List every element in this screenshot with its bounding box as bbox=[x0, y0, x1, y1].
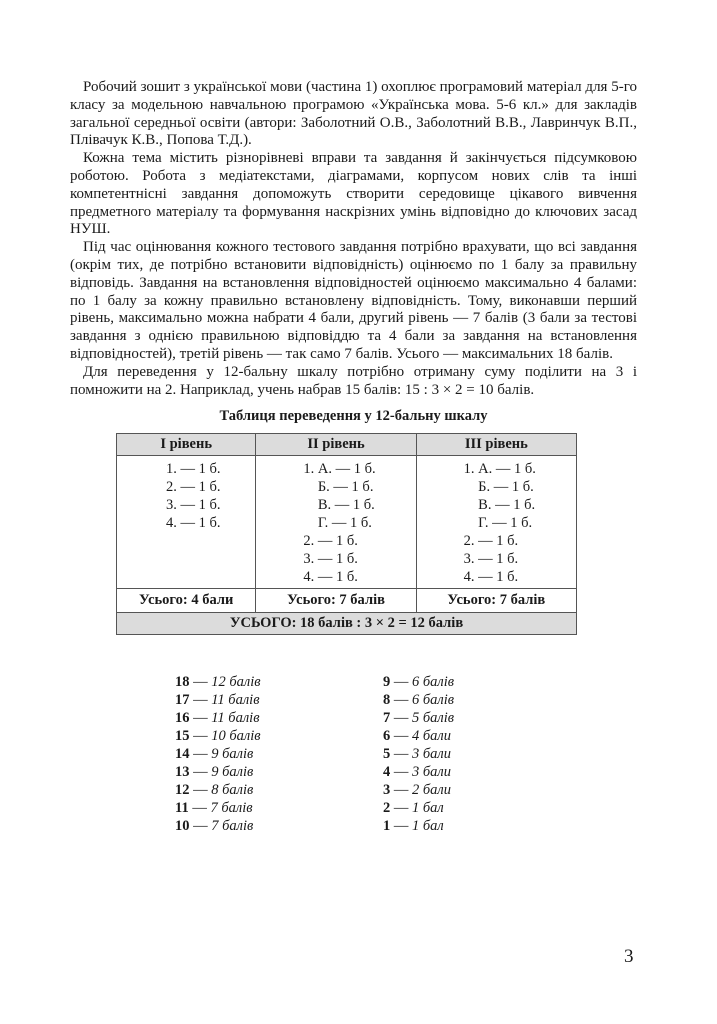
column-header-level-1: I рівень bbox=[117, 434, 256, 456]
grade-result: 11 балів bbox=[211, 692, 260, 708]
grade-dash: — bbox=[393, 692, 409, 708]
grade-points: 2 bbox=[383, 800, 391, 816]
grade-points: 18 bbox=[175, 674, 190, 690]
grade-row bbox=[383, 763, 454, 781]
list-item: В. — 1 б. bbox=[463, 497, 536, 514]
grade-points: 10 bbox=[175, 818, 190, 834]
grade-dash: — bbox=[393, 746, 409, 762]
grand-total: УСЬОГО: 18 балів : 3 × 2 = 12 балів bbox=[117, 613, 577, 635]
grade-result: 7 балів bbox=[210, 800, 253, 816]
grade-row bbox=[175, 817, 261, 835]
grade-result: 6 балів bbox=[412, 692, 455, 708]
list-item: Б. — 1 б. bbox=[463, 479, 534, 496]
list-item: Г. — 1 б. bbox=[463, 515, 533, 532]
grade-points: 14 bbox=[175, 746, 190, 762]
intro-paragraph: Під час оцінювання кожного тестового завдання потрібно врахувати, що всі завдання (окрім тих, де потрібно встановити відповідність) оцінюємо по 1 балу за правильну відповідь. Завдання на встановлення відповідностей оцінюємо максимально 4 балами: по 1 балу за кожну правильно встановлену відповідність. Тому, виконавши перший рівень, максимально можна набрати 4 бали, другий рівень — 7 балів (3 бали за тестові завдання з однією правильною відповіддю та 4 бали за завдання на встановлення відповідностей), третій рівень — так само 7 балів. Усього — максимальних 18 балів. bbox=[70, 239, 637, 362]
grade-dash: — bbox=[193, 782, 208, 798]
grade-list-right bbox=[383, 673, 454, 835]
grade-row bbox=[175, 745, 261, 763]
grade-points: 8 bbox=[383, 692, 391, 708]
level-3-items bbox=[417, 460, 576, 586]
grade-row bbox=[383, 709, 454, 727]
column-header-level-3: III рівень bbox=[416, 434, 576, 456]
list-item: В. — 1 б. bbox=[303, 497, 375, 514]
intro-paragraph: Кожна тема містить різнорівневі вправи та завдання й закінчується підсумковою роботою. Робота з медіатекстами, діаграмами, корпусом нових слів та інші компетентнісні завдання допоможуть створити середовище цікавого вивчення предметного матеріалу та формування наскрізних умінь відповідно до ключових засад НУШ. bbox=[70, 150, 637, 238]
grade-dash: — bbox=[393, 818, 409, 834]
level-3-total: Усього: 7 балів bbox=[416, 589, 576, 613]
grade-list-left bbox=[175, 673, 261, 835]
grade-row bbox=[175, 799, 261, 817]
grade-result: 3 бали bbox=[412, 746, 451, 762]
grade-points: 5 bbox=[383, 746, 391, 762]
list-item: Г. — 1 б. bbox=[303, 515, 372, 532]
list-item: 2. — 1 б. bbox=[463, 533, 519, 550]
list-item: 4. — 1 б. bbox=[166, 515, 221, 532]
grade-dash: — bbox=[193, 728, 208, 744]
intro-paragraph: Для переведення у 12-бальну шкалу потрібно отриману суму поділити на 3 і помножити на 2. Наприклад, учень набрав 15 балів: 15 : 3 × 2 = 10 балів. bbox=[70, 363, 637, 398]
grade-dash: — bbox=[193, 818, 208, 834]
grade-dash: — bbox=[192, 800, 207, 816]
table-header-row bbox=[117, 434, 577, 456]
grade-result: 6 балів bbox=[412, 674, 455, 690]
grade-points: 11 bbox=[175, 800, 189, 816]
level-1-total: Усього: 4 бали bbox=[117, 589, 256, 613]
grade-row bbox=[383, 799, 454, 817]
grade-dash: — bbox=[393, 764, 409, 780]
grade-row bbox=[175, 781, 261, 799]
grade-row bbox=[383, 673, 454, 691]
grade-row bbox=[383, 691, 454, 709]
table-body-row bbox=[117, 456, 577, 589]
grade-row bbox=[383, 781, 454, 799]
page-content bbox=[70, 79, 637, 635]
grade-dash: — bbox=[393, 710, 409, 726]
grade-points: 6 bbox=[383, 728, 391, 744]
level-1-items bbox=[117, 460, 255, 532]
grade-row bbox=[175, 691, 261, 709]
conversion-table bbox=[116, 433, 577, 635]
table-caption: Таблиця переведення у 12-бальну шкалу bbox=[219, 408, 488, 425]
grade-result: 9 балів bbox=[211, 746, 254, 762]
grade-points: 16 bbox=[175, 710, 190, 726]
grade-dash: — bbox=[193, 674, 208, 690]
list-item: 1. — 1 б. bbox=[166, 461, 221, 478]
list-item: 4. — 1 б. bbox=[463, 569, 519, 586]
grade-result: 11 балів bbox=[211, 710, 260, 726]
grade-row bbox=[175, 727, 261, 745]
grade-result: 9 балів bbox=[211, 764, 254, 780]
grade-dash: — bbox=[193, 692, 208, 708]
list-item: 3. — 1 б. bbox=[463, 551, 519, 568]
grade-dash: — bbox=[393, 728, 409, 744]
table-totals-row bbox=[117, 589, 577, 613]
grade-points: 9 bbox=[383, 674, 391, 690]
grade-points: 7 bbox=[383, 710, 391, 726]
grade-result: 8 балів bbox=[211, 782, 254, 798]
grade-points: 15 bbox=[175, 728, 190, 744]
grade-result: 4 бали bbox=[412, 728, 451, 744]
page-number: 3 bbox=[624, 946, 634, 967]
list-item: 1. А. — 1 б. bbox=[463, 461, 536, 478]
grade-result: 12 балів bbox=[211, 674, 261, 690]
intro-paragraph: Робочий зошит з української мови (частина 1) охоплює програмовий матеріал для 5-го класу за модельною навчальною програмою «Українська мова. 5-6 кл.» для закладів загальної середньої освіти (автори: Заболотний О.В., Заболотний В.В., Лавринчук В.П., Плівачук К.В., Попова Т.Д.). bbox=[70, 79, 637, 149]
grade-result: 5 балів bbox=[412, 710, 455, 726]
grade-row bbox=[383, 817, 454, 835]
level-2-items bbox=[256, 460, 415, 586]
level-1-cell bbox=[117, 456, 256, 589]
grade-result: 1 бал bbox=[412, 818, 444, 834]
grade-row bbox=[383, 727, 454, 745]
grade-points: 4 bbox=[383, 764, 391, 780]
grade-dash: — bbox=[393, 674, 409, 690]
grade-dash: — bbox=[393, 782, 409, 798]
grade-row bbox=[175, 709, 261, 727]
list-item: 1. А. — 1 б. bbox=[303, 461, 376, 478]
level-2-cell bbox=[256, 456, 416, 589]
grade-result: 7 балів bbox=[211, 818, 254, 834]
grade-row bbox=[175, 763, 261, 781]
list-item: 2. — 1 б. bbox=[303, 533, 358, 550]
grade-result: 2 бали bbox=[412, 782, 451, 798]
list-item: 4. — 1 б. bbox=[303, 569, 358, 586]
grade-points: 13 bbox=[175, 764, 190, 780]
grade-result: 1 бал bbox=[412, 800, 444, 816]
grade-points: 3 bbox=[383, 782, 391, 798]
level-2-total: Усього: 7 балів bbox=[256, 589, 416, 613]
grade-dash: — bbox=[193, 710, 208, 726]
column-header-level-2: II рівень bbox=[256, 434, 416, 456]
grade-row bbox=[175, 673, 261, 691]
list-item: 2. — 1 б. bbox=[166, 479, 221, 496]
grade-points: 17 bbox=[175, 692, 190, 708]
grade-result: 3 бали bbox=[412, 764, 451, 780]
grade-points: 1 bbox=[383, 818, 391, 834]
grade-result: 10 балів bbox=[211, 728, 261, 744]
grade-row bbox=[383, 745, 454, 763]
list-item: 3. — 1 б. bbox=[303, 551, 358, 568]
list-item: Б. — 1 б. bbox=[303, 479, 374, 496]
grade-points: 12 bbox=[175, 782, 190, 798]
level-3-cell bbox=[416, 456, 576, 589]
grade-dash: — bbox=[193, 764, 208, 780]
grade-dash: — bbox=[393, 800, 409, 816]
table-grand-total-row bbox=[117, 613, 577, 635]
list-item: 3. — 1 б. bbox=[166, 497, 221, 514]
grade-dash: — bbox=[193, 746, 208, 762]
